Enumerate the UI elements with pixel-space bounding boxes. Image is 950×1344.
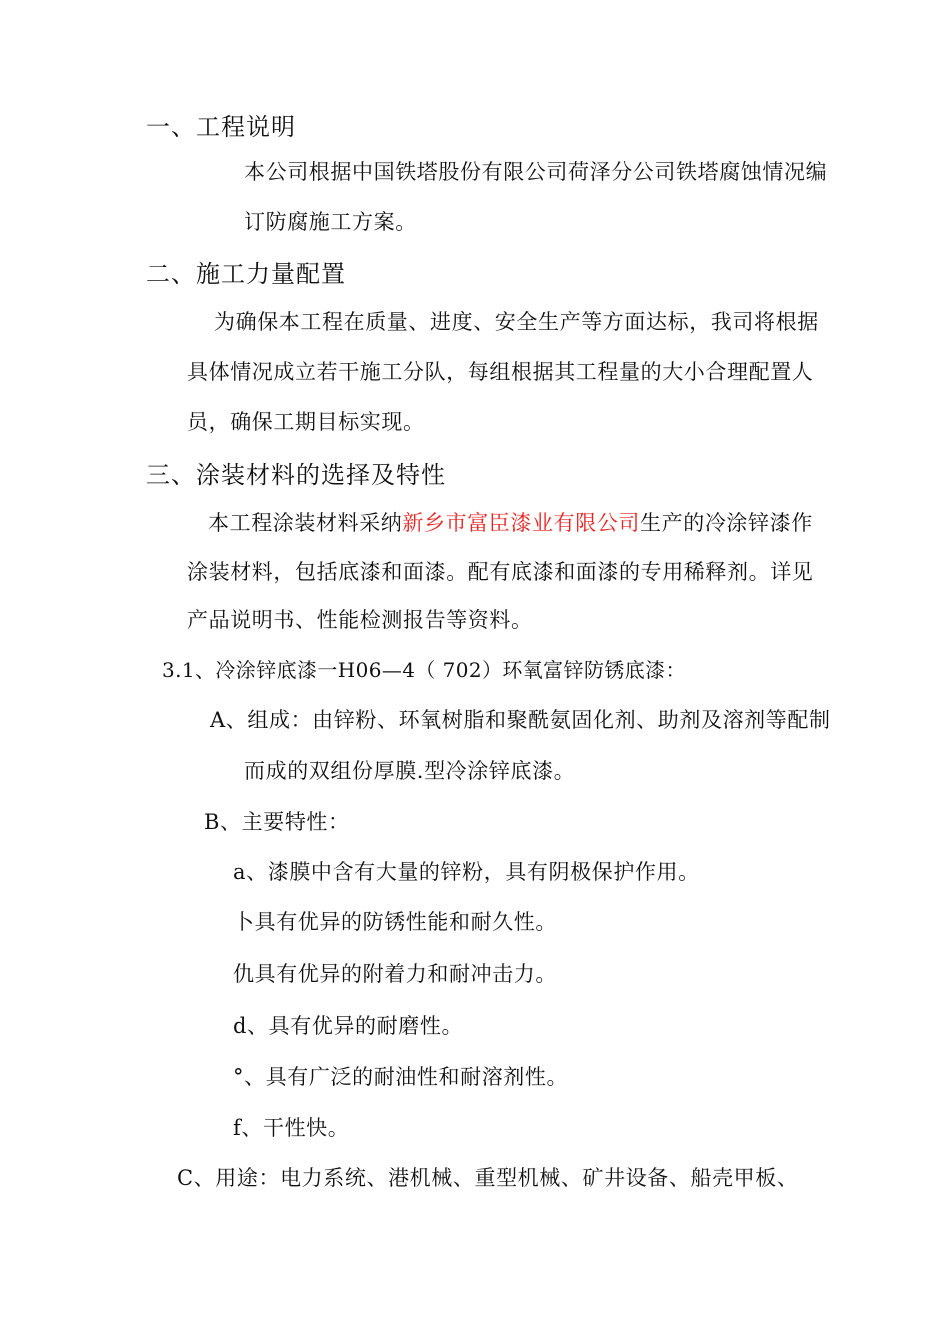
- section-1-line-1: 本公司根据中国铁塔股份有限公司荷泽分公司铁塔腐蚀情况编: [244, 160, 828, 184]
- section-3-line-3: 产品说明书、性能检测报告等资料。: [187, 608, 533, 632]
- section-heading-2: 二、施工力量配置: [146, 260, 346, 288]
- intro-suffix: 生产的冷涂锌漆作: [640, 511, 813, 535]
- section-2-line-3: 员，确保工期目标实现。: [187, 410, 425, 434]
- section-2-line-2: 具体情况成立若干施工分队，每组根据其工程量的大小合理配置人: [187, 360, 814, 384]
- feature-item-f: f、干性快。: [233, 1116, 350, 1140]
- subsection-title: 3.1、冷涂锌底漆一H06—4（ 702）环氧富锌防锈底漆：: [162, 658, 686, 682]
- features-title: B、主要特性：: [204, 810, 350, 834]
- section-3-line-2: 涂装材料，包括底漆和面漆。配有底漆和面漆的专用稀释剂。详见: [187, 560, 814, 584]
- feature-item-a: a、漆膜中含有大量的锌粉，具有阴极保护作用。: [233, 860, 700, 884]
- feature-item-c: 仇具有优异的附着力和耐冲击力。: [233, 962, 557, 986]
- composition-line-1: A、组成：由锌粉、环氧树脂和聚酰氨固化剂、助剂及溶剂等配制: [210, 708, 831, 732]
- section-3-intro-line: [208, 509, 813, 537]
- intro-prefix: 本工程涂装材料采纳: [208, 511, 403, 535]
- feature-item-d: d、具有优异的耐磨性。: [233, 1014, 464, 1038]
- usage-line: C、用途：电力系统、港机械、重型机械、矿井设备、船壳甲板、: [177, 1166, 799, 1190]
- company-name-highlight: 新乡市富臣漆业有限公司: [402, 511, 641, 535]
- section-heading-1: 一、工程说明: [146, 113, 296, 141]
- feature-item-b: 卜具有优异的防锈性能和耐久性。: [233, 910, 557, 934]
- composition-line-2: 而成的双组份厚膜.型冷涂锌底漆。: [244, 759, 576, 783]
- feature-item-e: °、具有广泛的耐油性和耐溶剂性。: [233, 1065, 569, 1089]
- section-1-line-2: 订防腐施工方案。: [244, 210, 417, 234]
- section-2-line-1: 为确保本工程在质量、进度、安全生产等方面达标，我司将根据: [214, 310, 819, 334]
- section-heading-3: 三、涂装材料的选择及特性: [146, 461, 446, 489]
